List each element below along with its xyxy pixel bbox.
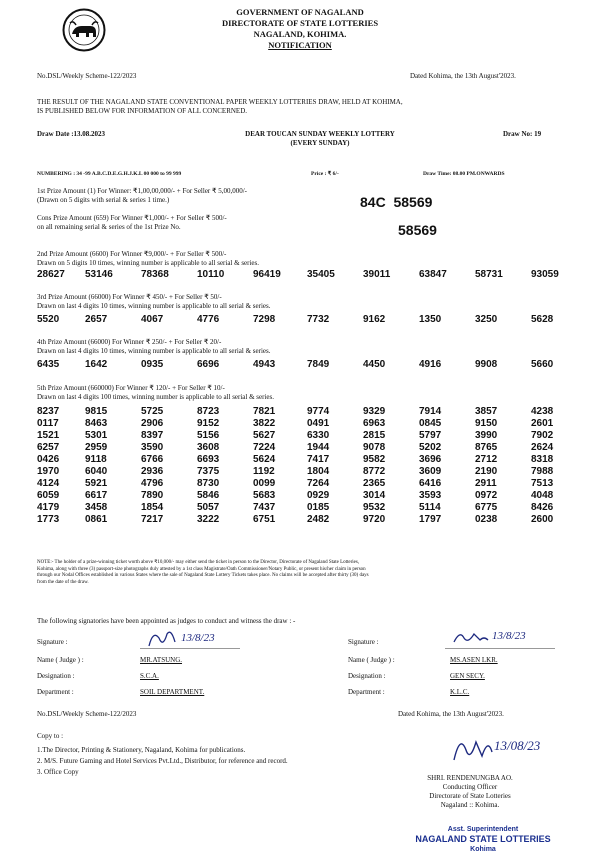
prize-numbers-row — [37, 454, 571, 466]
fifth-prize-grid — [37, 406, 571, 526]
winning-number: 2482 — [307, 514, 330, 525]
prize-numbers-row — [37, 514, 571, 526]
winning-number: 9774 — [307, 406, 330, 417]
winning-number: 4124 — [37, 478, 60, 489]
copy-item: 2. M/S. Future Gaming and Hotel Services Pvt.Ltd., Distributor, for reference and record. — [37, 757, 288, 765]
header-block — [0, 7, 600, 51]
winning-number: 9815 — [85, 406, 108, 417]
winning-number: 2936 — [141, 466, 164, 477]
winning-number: 4048 — [531, 490, 554, 501]
header-directorate: DIRECTORATE OF STATE LOTTERIES — [221, 18, 379, 28]
winning-number: 6963 — [363, 418, 386, 429]
winning-number: 5628 — [531, 314, 554, 325]
judge-2-signature-date: 13/8/23 — [492, 630, 526, 642]
winning-number: 2906 — [141, 418, 164, 429]
draw-title-line-2: (EVERY SUNDAY) — [290, 139, 350, 147]
winning-number: 28627 — [37, 269, 65, 280]
prize-desc-line-2: Drawn on last 4 digits 100 times, winning number is applicable to all serial & series. — [37, 393, 274, 401]
winning-number: 1192 — [253, 466, 275, 477]
prize-numbers-row — [37, 359, 571, 371]
winning-number: 0426 — [37, 454, 60, 465]
header-government: GOVERNMENT OF NAGALAND — [236, 7, 364, 17]
winning-number: 8723 — [197, 406, 220, 417]
cons-prize-line-1: Cons Prize Amount (659) For Winner ₹1,000/- + For Seller ₹ 500/- — [37, 214, 227, 222]
winning-number: 1944 — [307, 442, 330, 453]
winning-number: 1797 — [419, 514, 442, 525]
winning-number: 4943 — [253, 359, 276, 370]
signatories-intro: The following signatories have been appointed as judges to conduct and witness the draw : - — [37, 617, 296, 625]
winning-number: 7849 — [307, 359, 330, 370]
numbering: NUMBERING : 34 -99 A.B.C.D.E.G.H.J.K.L 00 000 to 99 999 — [37, 171, 182, 177]
reference-date: Dated Kohima, the 13th August'2023. — [410, 72, 516, 80]
winning-number: 9162 — [363, 314, 386, 325]
copy-to-label: Copy to : — [37, 732, 64, 740]
footer-reference-number: No.DSL/Weekly Scheme-122/2023 — [37, 710, 137, 718]
winning-number: 6416 — [419, 478, 442, 489]
winning-number: 4238 — [531, 406, 554, 417]
copy-item: 1.The Director, Printing & Stationery, Nagaland, Kohima for publications. — [37, 746, 246, 754]
winning-number: 0491 — [307, 418, 330, 429]
winning-number: 6766 — [141, 454, 164, 465]
judge-2-name-label: Name ( Judge ) : — [348, 656, 395, 664]
officer-block — [390, 774, 550, 810]
prize-numbers-row — [37, 502, 571, 514]
winning-number: 8765 — [475, 442, 498, 453]
officer-name: SHRI. RENDENUNGBA AO. — [427, 774, 513, 782]
winning-number: 8237 — [37, 406, 60, 417]
judge-2-department: K.L.C. — [450, 688, 470, 696]
winning-number: 5797 — [419, 430, 442, 441]
winning-number: 8397 — [141, 430, 164, 441]
winning-number: 6330 — [307, 430, 330, 441]
intro-line-1: THE RESULT OF THE NAGALAND STATE CONVENTIONAL PAPER WEEKLY LOTTERIES DRAW, HELD AT KOHIMA, — [37, 98, 403, 106]
stamp-line-3: Kohima — [470, 846, 496, 853]
winning-number: 7732 — [307, 314, 330, 325]
stamp-line-2: NAGALAND STATE LOTTERIES — [415, 834, 551, 844]
winning-number: 1970 — [37, 466, 60, 477]
officer-title-1: Conducting Officer — [442, 783, 498, 791]
winning-number: 3250 — [475, 314, 498, 325]
winning-number: 5301 — [85, 430, 108, 441]
winning-number: 6693 — [197, 454, 220, 465]
winning-number: 78368 — [141, 269, 169, 280]
winning-number: 7821 — [253, 406, 276, 417]
winning-number: 2624 — [531, 442, 554, 453]
winning-number: 4776 — [197, 314, 220, 325]
prize-numbers-row — [37, 442, 571, 454]
winning-number: 39011 — [363, 269, 391, 280]
winning-number: 3609 — [419, 466, 442, 477]
winning-number: 8772 — [363, 466, 386, 477]
winning-number: 10110 — [197, 269, 225, 280]
judge-1-signature-label: Signature : — [37, 638, 68, 646]
winning-number: 7264 — [307, 478, 330, 489]
first-prize-line-1: 1st Prize Amount (1) For Winner: ₹1,00,00,000/- + For Seller ₹ 5,00,000/- — [37, 187, 247, 195]
prize-numbers-row — [37, 466, 571, 478]
winning-number: 0238 — [475, 514, 498, 525]
officer-signature-date: 13/08/23 — [494, 738, 541, 753]
prize-desc-line-1: 3rd Prize Amount (66000) For Winner ₹ 450/- + For Seller ₹ 50/- — [37, 293, 222, 301]
prize-desc-line-2: Drawn on 5 digits 10 times, winning number is applicable to all serial & series. — [37, 259, 260, 267]
winning-number: 7217 — [141, 514, 164, 525]
winning-number: 58731 — [475, 269, 503, 280]
winning-number: 3222 — [197, 514, 220, 525]
winning-number: 5660 — [531, 359, 554, 370]
copy-item: 3. Office Copy — [37, 768, 79, 776]
winning-number: 6257 — [37, 442, 60, 453]
winning-number: 5627 — [253, 430, 276, 441]
note-line-2: Kohima, along with three (3) passport-size photographs duly attested by a 1st class Magistrate/Oath Commissioner/Notary Public, or present his/her claim in person — [37, 566, 366, 572]
winning-number: 6040 — [85, 466, 108, 477]
winning-number: 7902 — [531, 430, 554, 441]
prize-numbers-row — [37, 430, 571, 442]
winning-number: 3014 — [363, 490, 386, 501]
winning-number: 3696 — [419, 454, 442, 465]
prize-numbers-row — [37, 490, 571, 502]
prize-desc-line-1: 4th Prize Amount (66000) For Winner ₹ 250/- + For Seller ₹ 20/- — [37, 338, 222, 346]
winning-number: 5156 — [197, 430, 220, 441]
winning-number: 3822 — [253, 418, 276, 429]
winning-number: 9582 — [363, 454, 386, 465]
winning-number: 63847 — [419, 269, 447, 280]
winning-number: 1350 — [419, 314, 442, 325]
prize-numbers-row — [37, 314, 571, 326]
winning-number: 0861 — [85, 514, 108, 525]
prize-section-3 — [37, 293, 571, 326]
winning-number: 7513 — [531, 478, 554, 489]
winning-number: 53146 — [85, 269, 113, 280]
officer-title-3: Nagaland :: Kohima. — [440, 801, 500, 809]
winning-number: 2657 — [85, 314, 108, 325]
winning-number: 9532 — [363, 502, 386, 513]
winning-number: 5520 — [37, 314, 60, 325]
winning-number: 7988 — [531, 466, 554, 477]
winning-number: 6617 — [85, 490, 108, 501]
winning-number: 8318 — [531, 454, 554, 465]
header-notification: NOTIFICATION — [268, 40, 332, 50]
note-text — [37, 560, 567, 586]
winning-number: 4067 — [141, 314, 164, 325]
judge-2-designation-label: Designation : — [348, 672, 386, 680]
judge-2-signature — [450, 626, 560, 650]
judge-1-department-label: Department : — [37, 688, 74, 696]
copy-list — [37, 745, 288, 778]
winning-number: 9329 — [363, 406, 386, 417]
winning-number: 5624 — [253, 454, 276, 465]
winning-number: 2600 — [531, 514, 554, 525]
winning-number: 1773 — [37, 514, 60, 525]
winning-number: 3590 — [141, 442, 164, 453]
judge-1-designation-label: Designation : — [37, 672, 75, 680]
winning-number: 6751 — [253, 514, 276, 525]
note-line-4: from the date of the draw. — [37, 579, 89, 585]
winning-number: 2365 — [363, 478, 386, 489]
officer-title-2: Directorate of State Lotteries — [429, 792, 511, 800]
winning-number: 2959 — [85, 442, 108, 453]
winning-number: 3990 — [475, 430, 498, 441]
winning-number: 9078 — [363, 442, 386, 453]
winning-number: 7437 — [253, 502, 276, 513]
winning-number: 8730 — [197, 478, 220, 489]
winning-number: 3458 — [85, 502, 108, 513]
winning-number: 6696 — [197, 359, 220, 370]
winning-number: 0935 — [141, 359, 164, 370]
prize-desc-line-2: Drawn on last 4 digits 10 times, winning number is applicable to all serial & series. — [37, 347, 271, 355]
winning-number: 35405 — [307, 269, 335, 280]
judge-1-signature-date: 13/8/23 — [181, 632, 215, 644]
prize-numbers-row — [37, 478, 571, 490]
winning-number: 5057 — [197, 502, 220, 513]
winning-number: 6775 — [475, 502, 498, 513]
winning-number: 7298 — [253, 314, 276, 325]
ticket-price: Price : ₹ 6/- — [311, 171, 339, 177]
winning-number: 7375 — [197, 466, 220, 477]
judge-2-name: MS.ASEN LKR. — [450, 656, 498, 664]
draw-number: Draw No: 19 — [503, 130, 542, 138]
officer-signature — [448, 730, 568, 770]
prize-desc-line-1: 2nd Prize Amount (6600) For Winner ₹9,000/- + For Seller ₹ 500/- — [37, 250, 227, 258]
note-line-3: through our Nodal Offices established in various States where the sale of Nagaland State Lottery Tickets takes place. No claims will be accepted after thirty (30) days — [37, 573, 369, 578]
winning-number: 2712 — [475, 454, 498, 465]
winning-number: 8463 — [85, 418, 108, 429]
winning-number: 9720 — [363, 514, 386, 525]
winning-number: 0117 — [37, 418, 59, 429]
winning-number: 1854 — [141, 502, 164, 513]
prize-section-4 — [37, 338, 571, 371]
header-location: NAGALAND, KOHIMA. — [253, 29, 347, 39]
winning-number: 2911 — [475, 478, 497, 489]
prize-numbers-row — [37, 269, 571, 281]
winning-number: 2601 — [531, 418, 554, 429]
judge-1-signature-line — [140, 648, 240, 649]
first-prize-desc — [37, 187, 247, 205]
cons-prize-desc — [37, 214, 227, 232]
prize-numbers-row — [37, 418, 571, 430]
judge-1-designation: S.C.A. — [140, 672, 159, 680]
winning-number: 9150 — [475, 418, 498, 429]
prize-section-5 — [37, 384, 571, 526]
draw-title-line-1: DEAR TOUCAN SUNDAY WEEKLY LOTTERY — [245, 130, 395, 138]
winning-number: 7914 — [419, 406, 442, 417]
intro-text — [37, 98, 403, 116]
winning-number: 5846 — [197, 490, 220, 501]
winning-number: 8426 — [531, 502, 554, 513]
judge-2-signature-line — [445, 648, 555, 649]
prize-desc-line-2: Drawn on last 4 digits 10 times, winning number is applicable to all serial & series. — [37, 302, 271, 310]
judge-1-name-label: Name ( Judge ) : — [37, 656, 84, 664]
winning-number: 5114 — [419, 502, 441, 513]
judge-2-signature-label: Signature : — [348, 638, 379, 646]
winning-number: 9152 — [197, 418, 220, 429]
cons-prize-number: 58569 — [398, 222, 437, 238]
prize-desc-line-1: 5th Prize Amount (660000) For Winner ₹ 120/- + For Seller ₹ 10/- — [37, 384, 225, 392]
winning-number: 96419 — [253, 269, 281, 280]
winning-number: 1804 — [307, 466, 330, 477]
first-prize-number: 84C 58569 — [360, 194, 433, 210]
winning-number: 7890 — [141, 490, 164, 501]
winning-number: 2815 — [363, 430, 386, 441]
winning-number: 1521 — [37, 430, 60, 441]
winning-number: 4179 — [37, 502, 60, 513]
winning-number: 0845 — [419, 418, 442, 429]
winning-number: 4450 — [363, 359, 386, 370]
prize-numbers-row — [37, 406, 571, 418]
winning-number: 5683 — [253, 490, 276, 501]
winning-number: 1642 — [85, 359, 108, 370]
winning-number: 9118 — [85, 454, 107, 465]
winning-number: 0929 — [307, 490, 330, 501]
winning-number: 93059 — [531, 269, 559, 280]
reference-number: No.DSL/Weekly Scheme-122/2023 — [37, 72, 137, 80]
footer-reference-date: Dated Kohima, the 13th August'2023. — [398, 710, 504, 718]
judge-2-designation: GEN SECY. — [450, 672, 485, 680]
winning-number: 3608 — [197, 442, 220, 453]
note-line-1: NOTE:- The holder of a prize-winning ticket worth above ₹10,000/- may either send the ticket in person to the Director, Directorate of Nagaland State Lotteries, — [37, 560, 360, 565]
winning-number: 3857 — [475, 406, 498, 417]
winning-number: 7417 — [307, 454, 330, 465]
intro-line-2: IS PUBLISHED BELOW FOR INFORMATION OF ALL CONCERNED. — [37, 107, 248, 115]
winning-number: 5725 — [141, 406, 164, 417]
office-stamp — [398, 825, 568, 854]
winning-number: 3593 — [419, 490, 442, 501]
winning-number: 5202 — [419, 442, 442, 453]
first-prize-line-2: (Drawn on 5 digits with serial & series 1 time.) — [37, 196, 170, 204]
winning-number: 0972 — [475, 490, 498, 501]
cons-prize-line-2: on all remaining serial & series of the 1st Prize No. — [37, 223, 181, 231]
draw-date: Draw Date :13.08.2023 — [37, 130, 106, 138]
judge-1-department: SOIL DEPARTMENT. — [140, 688, 205, 696]
winning-number: 7224 — [253, 442, 276, 453]
winning-number: 4916 — [419, 359, 442, 370]
winning-number: 6059 — [37, 490, 60, 501]
winning-number: 0099 — [253, 478, 276, 489]
winning-number: 5921 — [85, 478, 108, 489]
winning-number: 6435 — [37, 359, 60, 370]
stamp-line-1: Asst. Superintendent — [447, 826, 519, 833]
winning-number: 4796 — [141, 478, 164, 489]
winning-number: 2190 — [475, 466, 498, 477]
prize-section-2 — [37, 250, 571, 281]
judge-1-name: MR.ATSUNG. — [140, 656, 183, 664]
judge-2-department-label: Department : — [348, 688, 385, 696]
draw-time: Draw Time: 08.00 PM.ONWARDS — [423, 171, 505, 177]
winning-number: 0185 — [307, 502, 330, 513]
winning-number: 9908 — [475, 359, 498, 370]
